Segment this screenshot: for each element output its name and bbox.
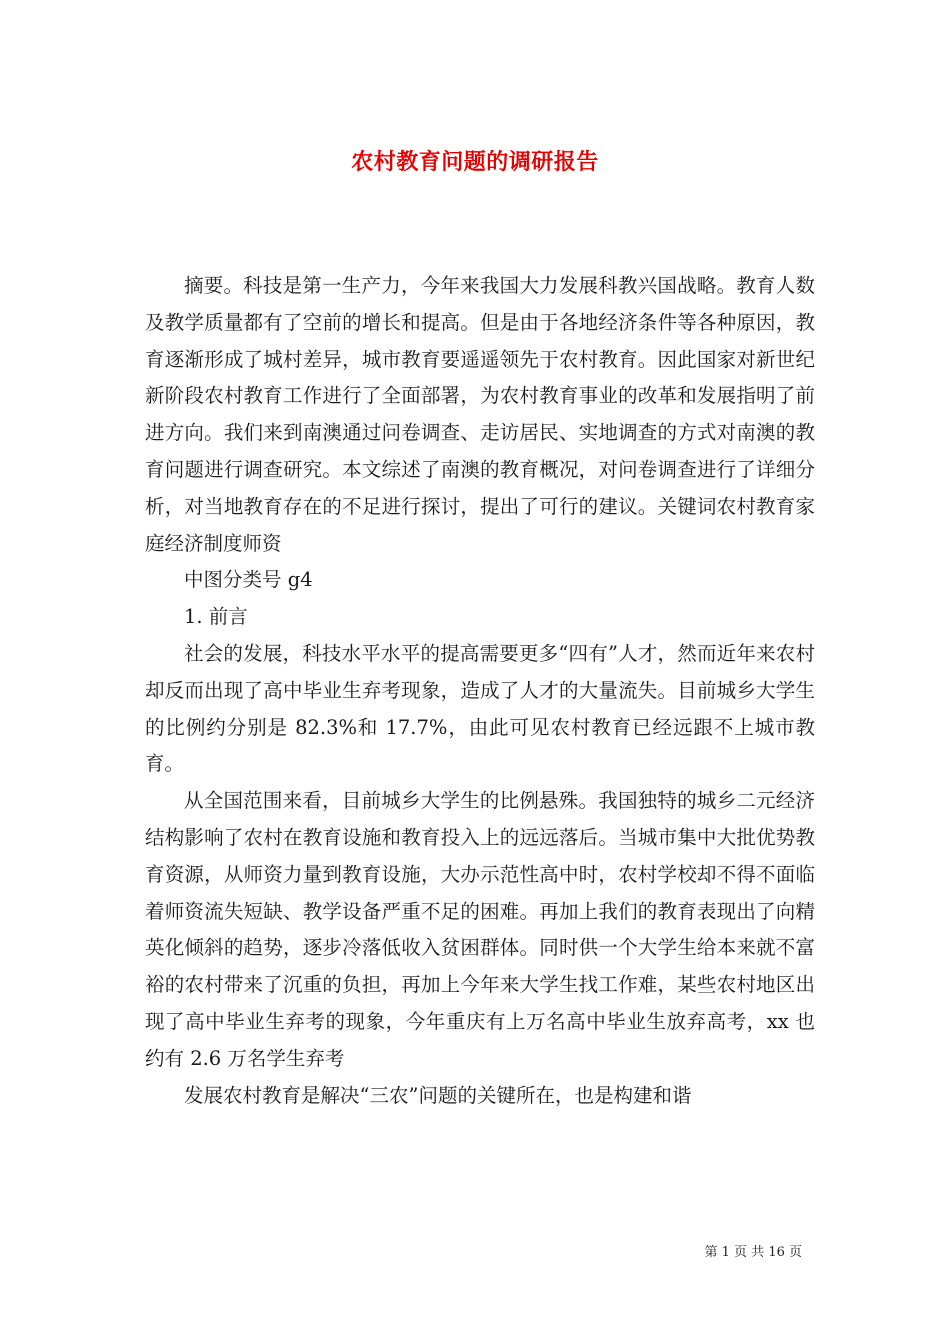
body-paragraph: 社会的发展，科技水平水平的提高需要更多“四有”人才，然而近年来农村却反而出现了高中毕业生弃考现象，造成了人才的大量流失。目前城乡大学生的比例约分别是 82.3%和 17.7%，由此可见农村教育已经远跟不上城市教育。: [145, 641, 815, 776]
document-title: 农村教育问题的调研报告: [351, 148, 599, 175]
document-body: [145, 268, 815, 1114]
body-paragraph: 从全国范围来看，目前城乡大学生的比例悬殊。我国独特的城乡二元经济结构影响了农村在教育设施和教育投入上的远远落后。当城市集中大批优势教育资源，从师资力量到教育设施，大办示范性高中时，农村学校却不得不面临着师资流失短缺、教学设备严重不足的困难。再加上我们的教育表现出了向精英化倾斜的趋势，逐步冷落低收入贫困群体。同时供一个大学生给本来就不富裕的农村带来了沉重的负担，再加上今年来大学生找工作难，某些农村地区出现了高中毕业生弃考的现象，今年重庆有上万名高中毕业生放弃高考，xx 也约有 2.6 万名学生弃考: [145, 789, 815, 1070]
section-heading-preface: 1. 前言: [184, 605, 248, 629]
classification-number: 中图分类号 g4: [184, 568, 313, 592]
page-number-footer: 第 1 页 共 16 页: [704, 1245, 802, 1260]
body-paragraph: 发展农村教育是解决“三农”问题的关键所在，也是构建和谐: [184, 1083, 692, 1107]
abstract-paragraph: 摘要。科技是第一生产力，今年来我国大力发展科教兴国战略。教育人数及教学质量都有了空前的增长和提高。但是由于各地经济条件等各种原因，教育逐渐形成了城村差异，城市教育要遥遥领先于农村教育。因此国家对新世纪新阶段农村教育工作进行了全面部署，为农村教育事业的改革和发展指明了前进方向。我们来到南澳通过问卷调查、走访居民、实地调查的方式对南澳的教育问题进行调查研究。本文综述了南澳的教育概况，对问卷调查进行了详细分析，对当地教育存在的不足进行探讨，提出了可行的建议。关键词农村教育家庭经济制度师资: [145, 274, 815, 555]
